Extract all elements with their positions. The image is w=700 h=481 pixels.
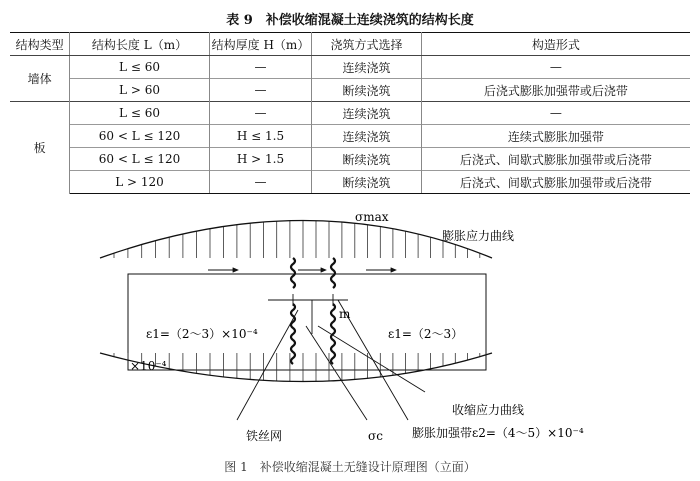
table-row	[10, 56, 690, 79]
cell-construction-form: 连续式膨胀加强带	[421, 125, 690, 148]
cell-construction-form: 后浇式、间歇式膨胀加强带或后浇带	[421, 171, 690, 194]
table-row	[10, 102, 690, 125]
table-header-row	[10, 33, 690, 56]
table-row	[10, 171, 690, 194]
cell-structure-type: 板	[10, 102, 70, 194]
table-row	[10, 125, 690, 148]
cell-pour-method: 断续浇筑	[312, 79, 421, 102]
sigma-c-label: σc	[368, 429, 383, 443]
header-structure-length: 结构长度 L（m）	[70, 33, 209, 56]
structure-length-table	[10, 32, 690, 194]
cell-construction-form: 后浇式膨胀加强带或后浇带	[421, 79, 690, 102]
cell-construction-form: 后浇式、间歇式膨胀加强带或后浇带	[421, 148, 690, 171]
cell-length: L > 120	[70, 171, 209, 194]
right-strain-label: ε1=（2～3）	[388, 327, 464, 341]
cell-construction-form: —	[421, 56, 690, 79]
sigma-max-label: σmax	[355, 210, 389, 224]
table-row	[10, 148, 690, 171]
cell-thickness: —	[209, 171, 312, 194]
expansion-stress-curve	[100, 221, 492, 259]
expansion-stress-hatching	[114, 221, 480, 259]
seamless-design-diagram	[0, 198, 700, 456]
header-structure-thickness: 结构厚度 H（m）	[209, 33, 312, 56]
cell-structure-type: 墙体	[10, 56, 70, 102]
header-construction-form: 构造形式	[421, 33, 690, 56]
cell-pour-method: 断续浇筑	[312, 171, 421, 194]
cell-length: 60 < L ≤ 120	[70, 148, 209, 171]
cell-thickness: —	[209, 79, 312, 102]
expansion-band-label: 膨胀加强带ε2=（4～5）×10⁻⁴	[412, 426, 584, 440]
header-pour-method: 浇筑方式选择	[312, 33, 421, 56]
header-structure-type: 结构类型	[10, 33, 70, 56]
table-row	[10, 79, 690, 102]
left-edge-label: ×10⁻⁴	[130, 359, 167, 373]
cell-pour-method: 连续浇筑	[312, 56, 421, 79]
cell-thickness: H ≤ 1.5	[209, 125, 312, 148]
cell-thickness: H > 1.5	[209, 148, 312, 171]
cell-pour-method: 断续浇筑	[312, 148, 421, 171]
left-strain-label: ε1=（2～3）×10⁻⁴	[146, 327, 258, 341]
band-dimension-line	[268, 294, 348, 334]
cell-length: 60 < L ≤ 120	[70, 125, 209, 148]
figure-caption: 图 1 补偿收缩混凝土无缝设计原理图（立面）	[224, 460, 476, 474]
cell-pour-method: 连续浇筑	[312, 125, 421, 148]
expansion-curve-label: 膨胀应力曲线	[442, 229, 515, 243]
band-width-label: m	[339, 307, 351, 321]
cell-length: L ≤ 60	[70, 56, 209, 79]
mesh-label: 铁丝网	[246, 429, 283, 443]
cell-length: L > 60	[70, 79, 209, 102]
concrete-slab	[128, 274, 486, 370]
cell-construction-form: —	[421, 102, 690, 125]
shrink-curve-label: 收缩应力曲线	[452, 403, 525, 417]
cell-pour-method: 连续浇筑	[312, 102, 421, 125]
cell-thickness: —	[209, 102, 312, 125]
cell-thickness: —	[209, 56, 312, 79]
table-title: 表 9 补偿收缩混凝土连续浇筑的结构长度	[226, 13, 474, 28]
shrinkage-stress-hatching	[114, 353, 480, 382]
cell-length: L ≤ 60	[70, 102, 209, 125]
